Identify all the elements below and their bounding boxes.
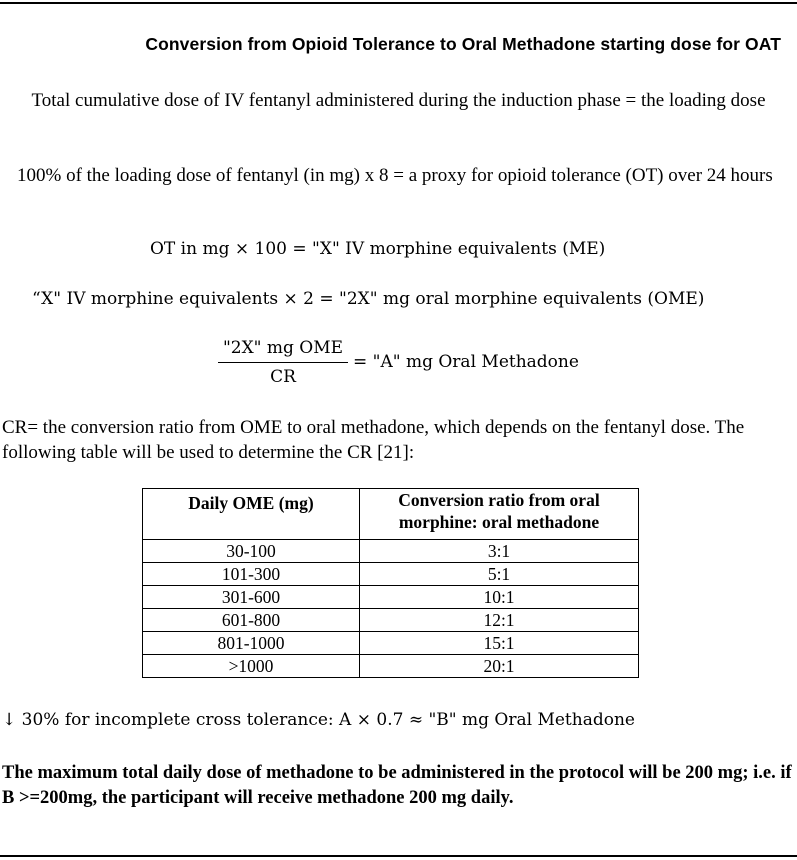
table-cell-ome: 601-800 [143, 609, 360, 632]
morphine-equivalents-equation: OT in mg × 100 = "X" IV morphine equivalents (ME) [150, 239, 606, 259]
loading-dose-paragraph: Total cumulative dose of IV fentanyl administered during the induction phase = the loading dose [31, 90, 766, 111]
table-row [143, 563, 639, 586]
table-row [143, 586, 639, 609]
table-cell-ome: 301-600 [143, 586, 360, 609]
conversion-ratio-paragraph: CR= the conversion ratio from OME to oral methadone, which depends on the fentanyl dose. The following table will be used to determine the CR [21]: [2, 417, 745, 463]
header-conversion-ratio: Conversion ratio from oral morphine: oral methadone [360, 489, 639, 540]
fraction-denominator: CR [270, 367, 296, 387]
table-row [143, 609, 639, 632]
maximum-dose-paragraph: The maximum total daily dose of methadone to be administered in the protocol will be 200 mg; i.e. if B >=200mg, the participant will receive methadone 200 mg daily. [2, 763, 792, 808]
cross-tolerance-equation: ↓ 30% for incomplete cross tolerance: A × 0.7 ≈ "B" mg Oral Methadone [2, 710, 635, 730]
table-row [143, 540, 639, 563]
header-daily-ome: Daily OME (mg) [143, 489, 360, 540]
table-row [143, 632, 639, 655]
table-header-row [143, 489, 639, 540]
opioid-tolerance-paragraph: 100% of the loading dose of fentanyl (in mg) x 8 = a proxy for opioid tolerance (OT) over 24 hours [17, 165, 773, 186]
methadone-fraction [218, 338, 348, 387]
oral-morphine-equation: “X" IV morphine equivalents × 2 = "2X" mg oral morphine equivalents (OME) [32, 289, 705, 309]
fraction-numerator: "2X" mg OME [218, 338, 348, 363]
table-cell-ratio: 12:1 [360, 609, 639, 632]
table-cell-ome: >1000 [143, 655, 360, 678]
page-title: Conversion from Opioid Tolerance to Oral Methadone starting dose for OAT [145, 34, 781, 54]
table-cell-ome: 30-100 [143, 540, 360, 563]
table-cell-ome: 801-1000 [143, 632, 360, 655]
top-rule [0, 2, 797, 4]
table-cell-ome: 101-300 [143, 563, 360, 586]
table-cell-ratio: 20:1 [360, 655, 639, 678]
table-cell-ratio: 15:1 [360, 632, 639, 655]
methadone-equation-result: = "A" mg Oral Methadone [353, 352, 579, 372]
table-row [143, 655, 639, 678]
table-cell-ratio: 3:1 [360, 540, 639, 563]
table-cell-ratio: 10:1 [360, 586, 639, 609]
bottom-rule [0, 855, 797, 857]
conversion-table [142, 488, 639, 678]
table-cell-ratio: 5:1 [360, 563, 639, 586]
